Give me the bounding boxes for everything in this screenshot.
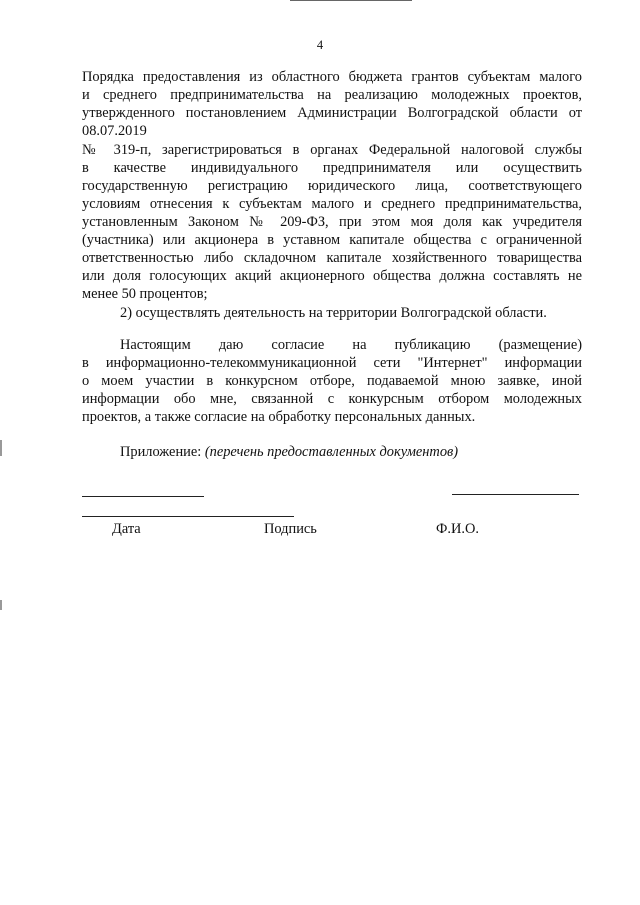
consent-line: о моем участии в конкурсном отборе, подаваемой мною заявке, иной bbox=[82, 373, 582, 389]
paragraph-line: № 319-п, зарегистрироваться в органах Федеральной налоговой службы bbox=[82, 142, 582, 158]
name-signature-line bbox=[452, 494, 579, 495]
date-label: Дата bbox=[112, 521, 141, 537]
consent-line: информации обо мне, связанной с конкурсным отбором молодежных bbox=[82, 391, 582, 407]
paragraph-line: (участника) или акционера в уставном капитале общества с ограниченной bbox=[82, 232, 582, 248]
paragraph-line: условиям отнесения к субъектам малого и среднего предпринимательства, bbox=[82, 196, 582, 212]
paragraph-line: и среднего предпринимательства на реализацию молодежных проектов, bbox=[82, 87, 582, 103]
scan-edge-mark bbox=[0, 600, 2, 610]
attachment-note: (перечень предоставленных документов) bbox=[204, 444, 459, 460]
scan-edge-mark bbox=[0, 440, 2, 456]
paragraph-line: ответственностью либо складочном капитале хозяйственного товарищества bbox=[82, 250, 582, 266]
page-number: 4 bbox=[316, 38, 324, 52]
list-item-2: 2) осуществлять деятельность на территории Волгоградской области. bbox=[120, 305, 547, 321]
consent-line: проектов, а также согласие на обработку персональных данных. bbox=[82, 409, 476, 425]
paragraph-line: или доля голосующих акций акционерного общества должна составлять не bbox=[82, 268, 582, 284]
consent-line: Настоящим даю согласие на публикацию (размещение) bbox=[120, 337, 582, 353]
signature-label: Подпись bbox=[264, 521, 317, 537]
paragraph-line: в качестве индивидуального предпринимателя или осуществить bbox=[82, 160, 582, 176]
name-label: Ф.И.О. bbox=[436, 521, 479, 537]
paragraph-line: 08.07.2019 bbox=[82, 123, 147, 139]
paragraph-line: установленным Законом № 209-ФЗ, при этом моя доля как учредителя bbox=[82, 214, 582, 230]
paragraph-line: менее 50 процентов; bbox=[82, 286, 208, 302]
signature-line bbox=[82, 516, 294, 517]
paragraph-line: государственную регистрацию юридического лица, соответствующего bbox=[82, 178, 582, 194]
paragraph-line: Порядка предоставления из областного бюджета грантов субъектам малого bbox=[82, 69, 582, 85]
paragraph-line: утвержденного постановлением Администрации Волгоградской области от bbox=[82, 105, 582, 121]
top-edge-line bbox=[290, 0, 412, 1]
date-signature-line bbox=[82, 496, 204, 497]
attachment-line bbox=[120, 443, 458, 462]
attachment-label: Приложение: bbox=[120, 444, 202, 460]
consent-line: в информационно-телекоммуникационной сети "Интернет" информации bbox=[82, 355, 582, 371]
